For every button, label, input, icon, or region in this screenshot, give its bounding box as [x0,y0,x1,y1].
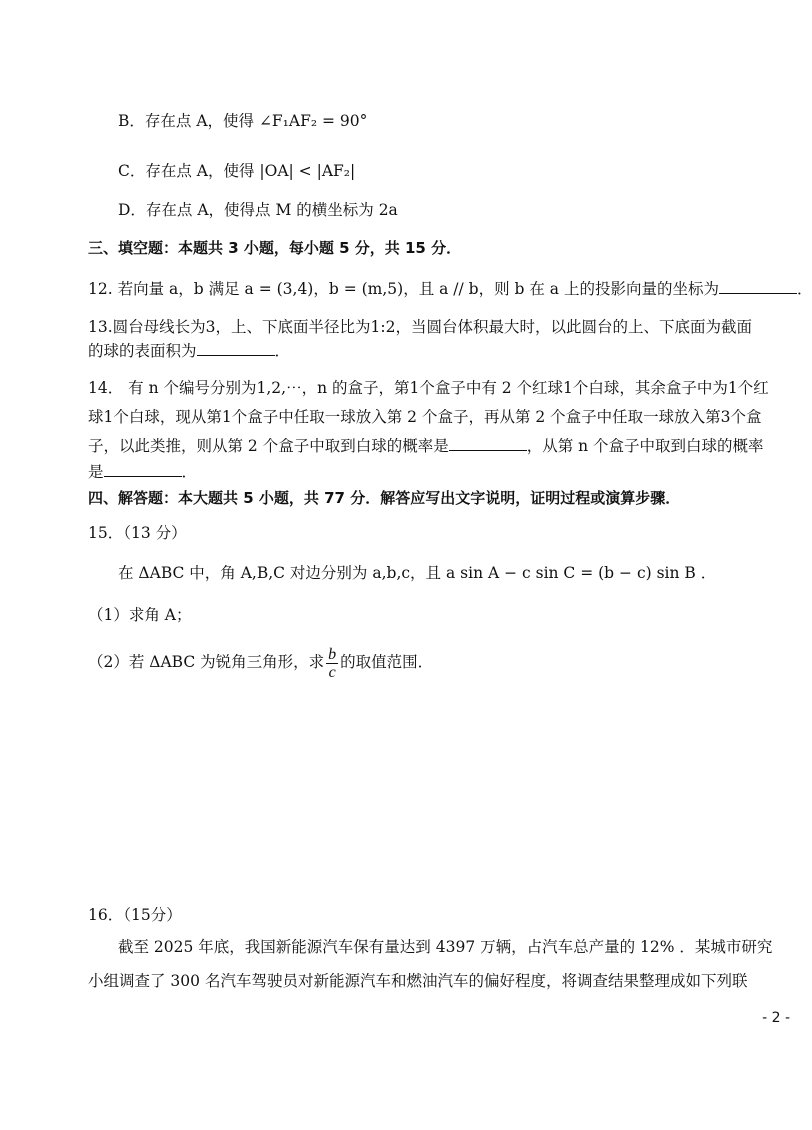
fraction-numerator: b [328,645,337,663]
fraction-denominator: c [328,663,336,681]
question-14-line-1: 14． 有 n 个编号分别为1,2,⋯，n 的盒子，第1个盒子中有 2 个红球1个白球，其余盒子中为1个红 [88,379,769,397]
question-13-text: 的球的表面积为 [88,342,197,360]
section-3-heading: 三、填空题：本题共 3 小题，每小题 5 分，共 15 分． [88,239,462,257]
question-14-text-b: ，从第 n 个盒子中取到白球的概率 [526,437,764,455]
question-16-line-1: 截至 2025 年底，我国新能源汽车保有量达到 4397 万辆，占汽车总产量的 12% ．某城市研究 [118,938,773,956]
question-15-part-2 [88,640,433,684]
question-14-text-a: 子，以此类推，则从第 2 个盒子中取到白球的概率是 [88,437,449,455]
question-12-text: 12. 若向量 a，b 满足 a = (3,4)，b = (m,5)，且 a // b，则 b 在 a 上的投影向量的坐标为 [88,280,719,298]
part-2-text: （2）若 ΔABC 为锐角三角形，求 [88,653,325,671]
option-b: B．存在点 A，使得 ∠F₁AF₂ = 90° [118,112,368,130]
question-15-stem: 在 ΔABC 中，角 A,B,C 对边分别为 a,b,c，且 a sin A − c sin C = (b − c) sin B ． [118,564,717,582]
option-d: D．存在点 A，使得点 M 的横坐标为 2a [118,201,398,219]
question-13-line-1: 13.圆台母线长为3，上、下底面半径比为1:2，当圆台体积最大时，以此圆台的上、下底面为截面 [88,318,752,336]
question-15-header: 15．（13 分） [88,524,187,542]
question-13-line-2 [88,340,290,362]
question-15-part-1: （1）求角 A； [88,606,192,624]
page-number: - 2 - [762,1010,790,1026]
section-4-heading: 四、解答题：本大题共 5 小题，共 77 分．解答应写出文字说明，证明过程或演算步骤． [88,489,681,507]
question-16-line-2: 小组调查了 300 名汽车驾驶员对新能源汽车和燃油汽车的偏好程度，将调查结果整理成如下列联 [88,972,748,990]
question-14-text-c: 是 [88,463,104,481]
question-12 [88,278,812,300]
part-2-text-end: 的取值范围． [340,653,434,671]
question-14-end: ． [181,463,198,481]
fraction-b-over-c [326,646,338,681]
question-13-end: ． [274,342,291,360]
answer-blank [719,279,797,294]
question-14-line-3 [88,435,764,457]
option-c: C．存在点 A，使得 |OA| < |AF₂| [118,162,356,180]
answer-blank [197,341,275,356]
question-14-line-2: 球1个白球，现从第1个盒子中任取一球放入第 2 个盒子，再从第 2 个盒子中任取一球放入第3个盒 [88,408,762,426]
answer-blank [449,436,527,451]
question-12-end: ． [796,280,812,298]
question-14-line-4 [88,461,197,483]
answer-blank [104,462,182,477]
question-16-header: 16．（15分） [88,906,182,924]
